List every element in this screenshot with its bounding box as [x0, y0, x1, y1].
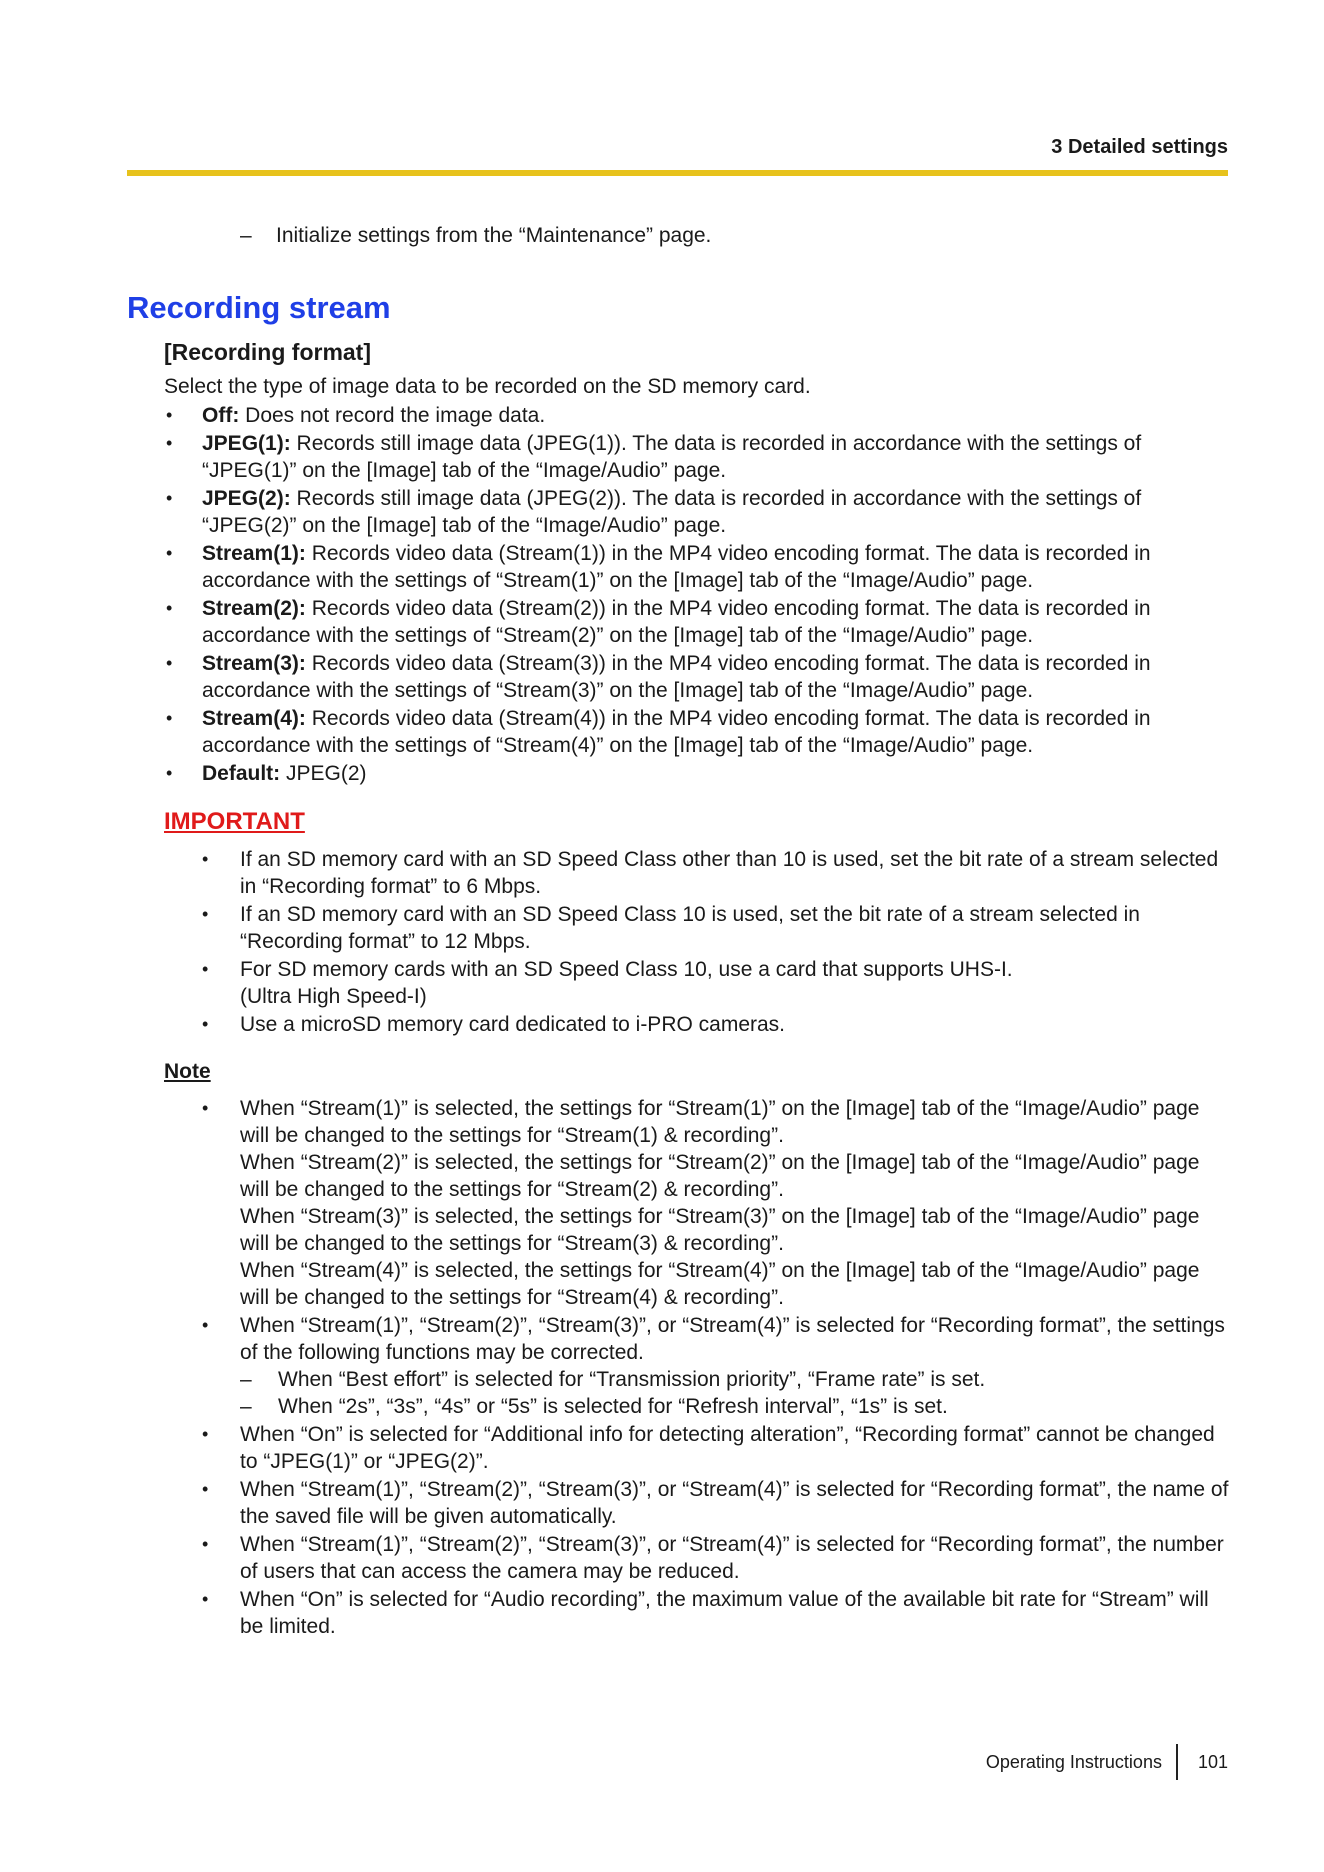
important-text: (Ultra High Speed-I) — [240, 985, 427, 1008]
format-text: Records video data (Stream(4)) in the MP4 video encoding format. The data is recorded in accordance with the settings of “Stream(4)” on the [Image] tab of the “Image/Audio” page. — [202, 707, 1151, 757]
recording-format-description: Select the type of image data to be recorded on the SD memory card. — [164, 375, 811, 398]
intro-dash-line — [240, 224, 711, 248]
note-text: When “Stream(4)” is selected, the settings for “Stream(4)” on the [Image] tab of the “Image/Audio” page will be changed to the settings for “Stream(4) & recording”. — [240, 1259, 1200, 1309]
format-option — [164, 705, 1230, 759]
important-list — [164, 846, 1230, 1038]
important-text: If an SD memory card with an SD Speed Class other than 10 is used, set the bit rate of a stream selected in “Recording format” to 6 Mbps. — [240, 848, 1219, 898]
format-text: Does not record the image data. — [239, 404, 546, 427]
format-text: Records video data (Stream(2)) in the MP4 video encoding format. The data is recorded in accordance with the settings of “Stream(2)” on the [Image] tab of the “Image/Audio” page. — [202, 597, 1151, 647]
format-term: Off: — [202, 404, 240, 427]
bullet: • — [166, 405, 173, 425]
important-item — [164, 956, 1230, 1010]
note-sub-item — [240, 1366, 1230, 1393]
bullet: • — [202, 1534, 209, 1554]
important-text: If an SD memory card with an SD Speed Class 10 is used, set the bit rate of a stream selected in “Recording format” to 12 Mbps. — [240, 903, 1140, 953]
note-item — [164, 1531, 1230, 1585]
note-item — [164, 1586, 1230, 1640]
format-term: JPEG(2): — [202, 487, 291, 510]
note-item — [164, 1095, 1230, 1311]
intro-dash-text: Initialize settings from the “Maintenance” page. — [276, 224, 712, 247]
bullet: • — [166, 543, 173, 563]
important-label: IMPORTANT — [164, 808, 305, 835]
note-text: When “On” is selected for “Additional info for detecting alteration”, “Recording format” cannot be changed to “JPEG(1)” or “JPEG(2)”. — [240, 1423, 1215, 1473]
footer-label: Operating Instructions — [985, 1751, 1162, 1772]
dash-marker: – — [240, 1368, 252, 1391]
note-text: When “Stream(1)”, “Stream(2)”, “Stream(3)”, or “Stream(4)” is selected for “Recording format”, the number of users that can access the camera may be reduced. — [240, 1533, 1224, 1583]
bullet: • — [166, 763, 173, 783]
format-text: Records video data (Stream(1)) in the MP4 video encoding format. The data is recorded in accordance with the settings of “Stream(1)” on the [Image] tab of the “Image/Audio” page. — [202, 542, 1151, 592]
bullet: • — [202, 1589, 209, 1609]
format-text: Records still image data (JPEG(1)). The data is recorded in accordance with the settings of “JPEG(1)” on the [Image] tab of the “Image/Audio” page. — [202, 432, 1142, 482]
dash-marker: – — [240, 224, 252, 247]
format-term: Stream(3): — [202, 652, 306, 675]
format-option — [164, 402, 1230, 429]
bullet: • — [202, 1424, 209, 1444]
page-number: 101 — [1197, 1751, 1228, 1772]
note-sub-item — [240, 1393, 1230, 1420]
important-text: For SD memory cards with an SD Speed Class 10, use a card that supports UHS-I. — [240, 958, 1013, 981]
format-term: JPEG(1): — [202, 432, 291, 455]
bullet: • — [166, 708, 173, 728]
format-option — [164, 540, 1230, 594]
note-text: When “On” is selected for “Audio recording”, the maximum value of the available bit rate for “Stream” will be limited. — [240, 1588, 1209, 1638]
note-label: Note — [164, 1060, 211, 1083]
note-text: When “Stream(2)” is selected, the settings for “Stream(2)” on the [Image] tab of the “Image/Audio” page will be changed to the settings for “Stream(2) & recording”. — [240, 1151, 1200, 1201]
bullet: • — [166, 598, 173, 618]
note-item — [164, 1421, 1230, 1475]
note-item — [164, 1312, 1230, 1420]
bullet: • — [202, 1315, 209, 1335]
format-option — [164, 485, 1230, 539]
header-rule — [127, 170, 1228, 176]
bullet: • — [166, 488, 173, 508]
format-term: Stream(1): — [202, 542, 306, 565]
format-term: Default: — [202, 762, 281, 785]
format-option — [164, 595, 1230, 649]
recording-format-heading: [Recording format] — [164, 339, 371, 365]
format-option-list — [164, 402, 1230, 787]
important-text: Use a microSD memory card dedicated to i-PRO cameras. — [240, 1013, 786, 1036]
format-option — [164, 650, 1230, 704]
page-footer — [986, 1744, 1228, 1780]
important-item — [164, 846, 1230, 900]
format-text: Records video data (Stream(3)) in the MP4 video encoding format. The data is recorded in accordance with the settings of “Stream(3)” on the [Image] tab of the “Image/Audio” page. — [202, 652, 1151, 702]
format-term: Stream(4): — [202, 707, 306, 730]
footer-divider — [1176, 1744, 1178, 1780]
note-item — [164, 1476, 1230, 1530]
bullet: • — [202, 849, 209, 869]
bullet: • — [166, 653, 173, 673]
bullet: • — [202, 904, 209, 924]
bullet: • — [202, 1479, 209, 1499]
section-title: Recording stream — [127, 290, 391, 325]
note-text: When “Stream(1)”, “Stream(2)”, “Stream(3)”, or “Stream(4)” is selected for “Recording format”, the name of the saved file will be given automatically. — [240, 1478, 1229, 1528]
dash-marker: – — [240, 1395, 252, 1418]
format-option — [164, 760, 1230, 787]
bullet: • — [202, 959, 209, 979]
note-list — [164, 1095, 1230, 1640]
bullet: • — [202, 1098, 209, 1118]
note-text: When “Stream(3)” is selected, the settings for “Stream(3)” on the [Image] tab of the “Image/Audio” page will be changed to the settings for “Stream(3) & recording”. — [240, 1205, 1200, 1255]
format-text: JPEG(2) — [280, 762, 367, 785]
note-sub-text: When “Best effort” is selected for “Transmission priority”, “Frame rate” is set. — [278, 1368, 986, 1391]
bullet: • — [202, 1014, 209, 1034]
note-text: When “Stream(1)”, “Stream(2)”, “Stream(3)”, or “Stream(4)” is selected for “Recording format”, the settings of the following functions may be corrected. — [240, 1314, 1225, 1364]
main-content — [164, 338, 1230, 1641]
bullet: • — [166, 433, 173, 453]
note-text: When “Stream(1)” is selected, the settings for “Stream(1)” on the [Image] tab of the “Image/Audio” page will be changed to the settings for “Stream(1) & recording”. — [240, 1097, 1200, 1147]
format-option — [164, 430, 1230, 484]
format-term: Stream(2): — [202, 597, 306, 620]
important-item — [164, 901, 1230, 955]
format-text: Records still image data (JPEG(2)). The data is recorded in accordance with the settings of “JPEG(2)” on the [Image] tab of the “Image/Audio” page. — [202, 487, 1142, 537]
chapter-header: 3 Detailed settings — [1051, 136, 1228, 158]
note-sub-text: When “2s”, “3s”, “4s” or “5s” is selected for “Refresh interval”, “1s” is set. — [278, 1395, 948, 1418]
important-item — [164, 1011, 1230, 1038]
